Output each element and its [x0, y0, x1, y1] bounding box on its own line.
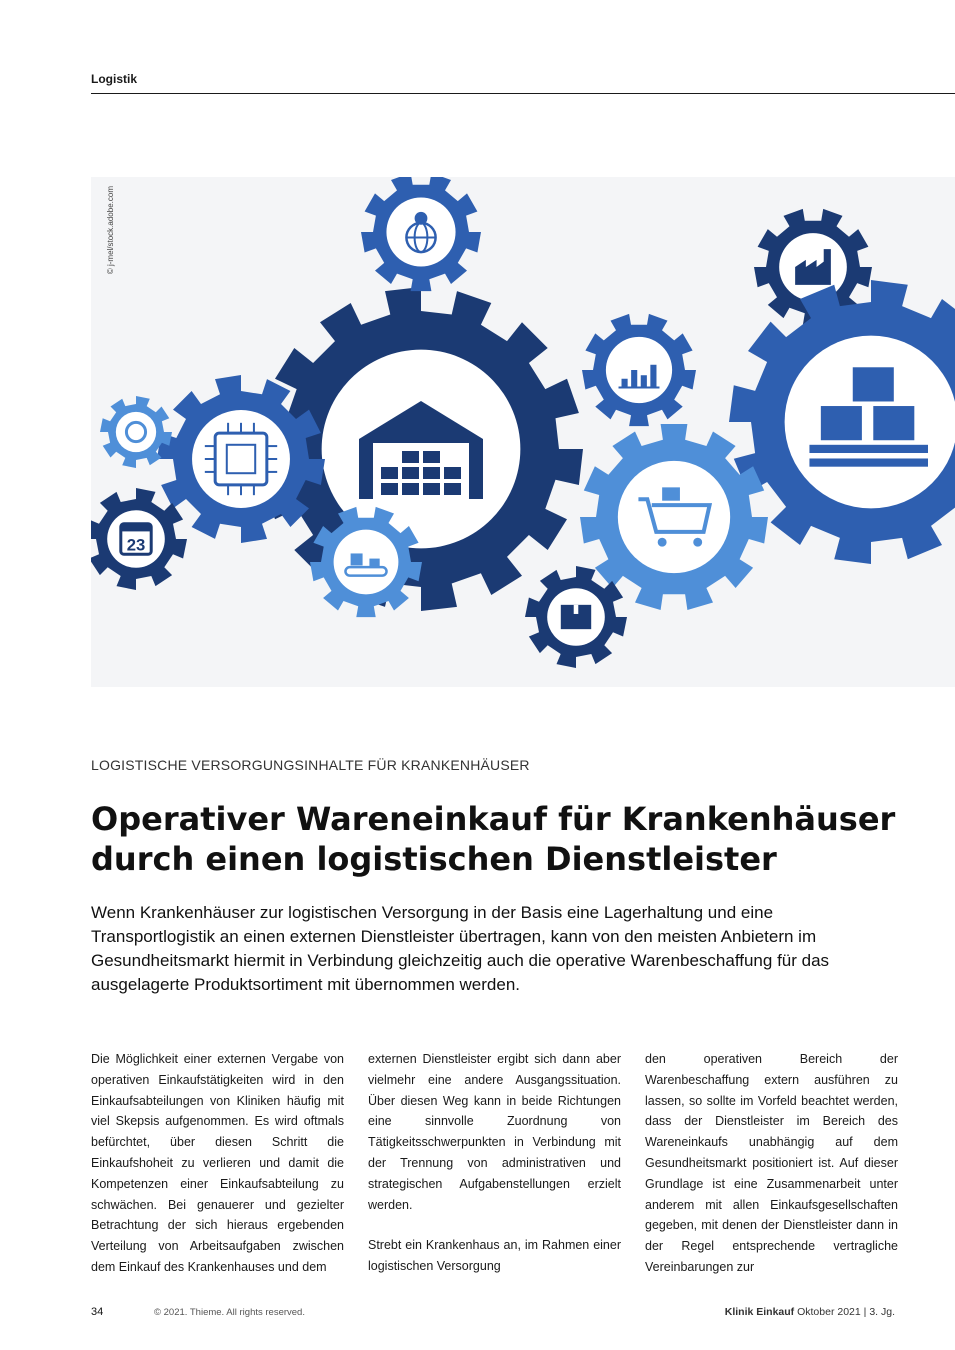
article-kicker: LOGISTISCHE VERSORGUNGSINHALTE FÜR KRANKENHÄUSER [91, 757, 530, 773]
journal-issue: Oktober 2021 [797, 1306, 861, 1318]
shopping-cart-icon [580, 424, 768, 610]
calendar-day: 23 [126, 535, 146, 555]
gear-icon [100, 396, 172, 468]
journal-info [725, 1306, 895, 1318]
article-title [91, 799, 931, 879]
title-line-2: durch einen logistischen Dienstleister [91, 840, 777, 878]
page-number: 34 [91, 1306, 104, 1318]
photo-credit: © j-mel/stock.adobe.com [106, 186, 115, 275]
page-footer [91, 1306, 895, 1322]
section-label: Logistik [91, 72, 138, 86]
hero-illustration [91, 177, 955, 687]
gears-illustration [91, 177, 955, 687]
journal-separator: | [863, 1306, 867, 1318]
text-column-1 [91, 1049, 344, 1278]
copyright-notice: © 2021. Thieme. All rights reserved. [154, 1307, 305, 1318]
column-paragraph: Strebt ein Krankenhaus an, im Rahmen einer logistischen Versorgung [368, 1238, 621, 1274]
column-paragraph: externen Dienstleister ergibt sich dann aber vielmehr eine andere Ausgangssituation. Über diesen Weg kann in beide Richtungen eine sinnvolle Zuordnung von Tätigkeitsschwerpunkten in Verbindung mit der Trennung von administrativen und strategischen Aufgabenstellungen erzielt werden. [368, 1052, 621, 1212]
column-paragraph: den operativen Bereich der Warenbeschaffung extern ausführen zu lassen, so sollte im Vorfeld beachtet werden, dass der Dienstleister im Bereich des Wareneinkaufs unabhängig auf dem Gesundheitsmarkt positioniert ist. Auf dieser Grundlage ist eine Zusammenarbeit unter anderem mit allen Einkaufsgesellschaften gegeben, mit denen der Dienstleister dann in der Regel entsprechende vertragliche Vereinbarungen zur [645, 1052, 898, 1274]
bar-chart-icon [582, 314, 696, 426]
title-line-1: Operativer Wareneinkauf für Krankenhäuser [91, 800, 896, 838]
box-icon [525, 566, 627, 668]
text-column-2 [368, 1049, 621, 1277]
header-rule [91, 93, 955, 94]
journal-volume: 3. Jg. [869, 1306, 895, 1318]
article-lead: Wenn Krankenhäuser zur logistischen Versorgung in der Basis eine Lagerhaltung und eine Transportlogistik an einen externen Dienstleister übertragen, kann von den meisten Anbietern im Gesundheitsmarkt hiermit in Verbindung gleichzeitig auch die operative Warenbeschaffung für das ausgelagerte Produktsortiment mit übernommen werden. [91, 903, 830, 994]
text-column-3 [645, 1049, 898, 1278]
column-paragraph: Die Möglichkeit einer externen Vergabe von operativen Einkaufstätigkeiten wird in den Einkaufsabteilungen von Kliniken häufig mit viel Skepsis aufgenommen. Es wird oftmals befürchtet, über diesen Schritt die Einkaufshoheit zu verlieren und damit die Kompetenzen einer Einkaufsabteilung zu schwächen. Bei genauerer und gezielter Betrachtung der sich hieraus ergebenden Verteilung von Arbeitsaufgaben zwischen dem Einkauf des Krankenhauses und dem [91, 1052, 344, 1274]
globe-pin-icon [361, 177, 481, 291]
journal-name: Klinik Einkauf [724, 1306, 795, 1318]
